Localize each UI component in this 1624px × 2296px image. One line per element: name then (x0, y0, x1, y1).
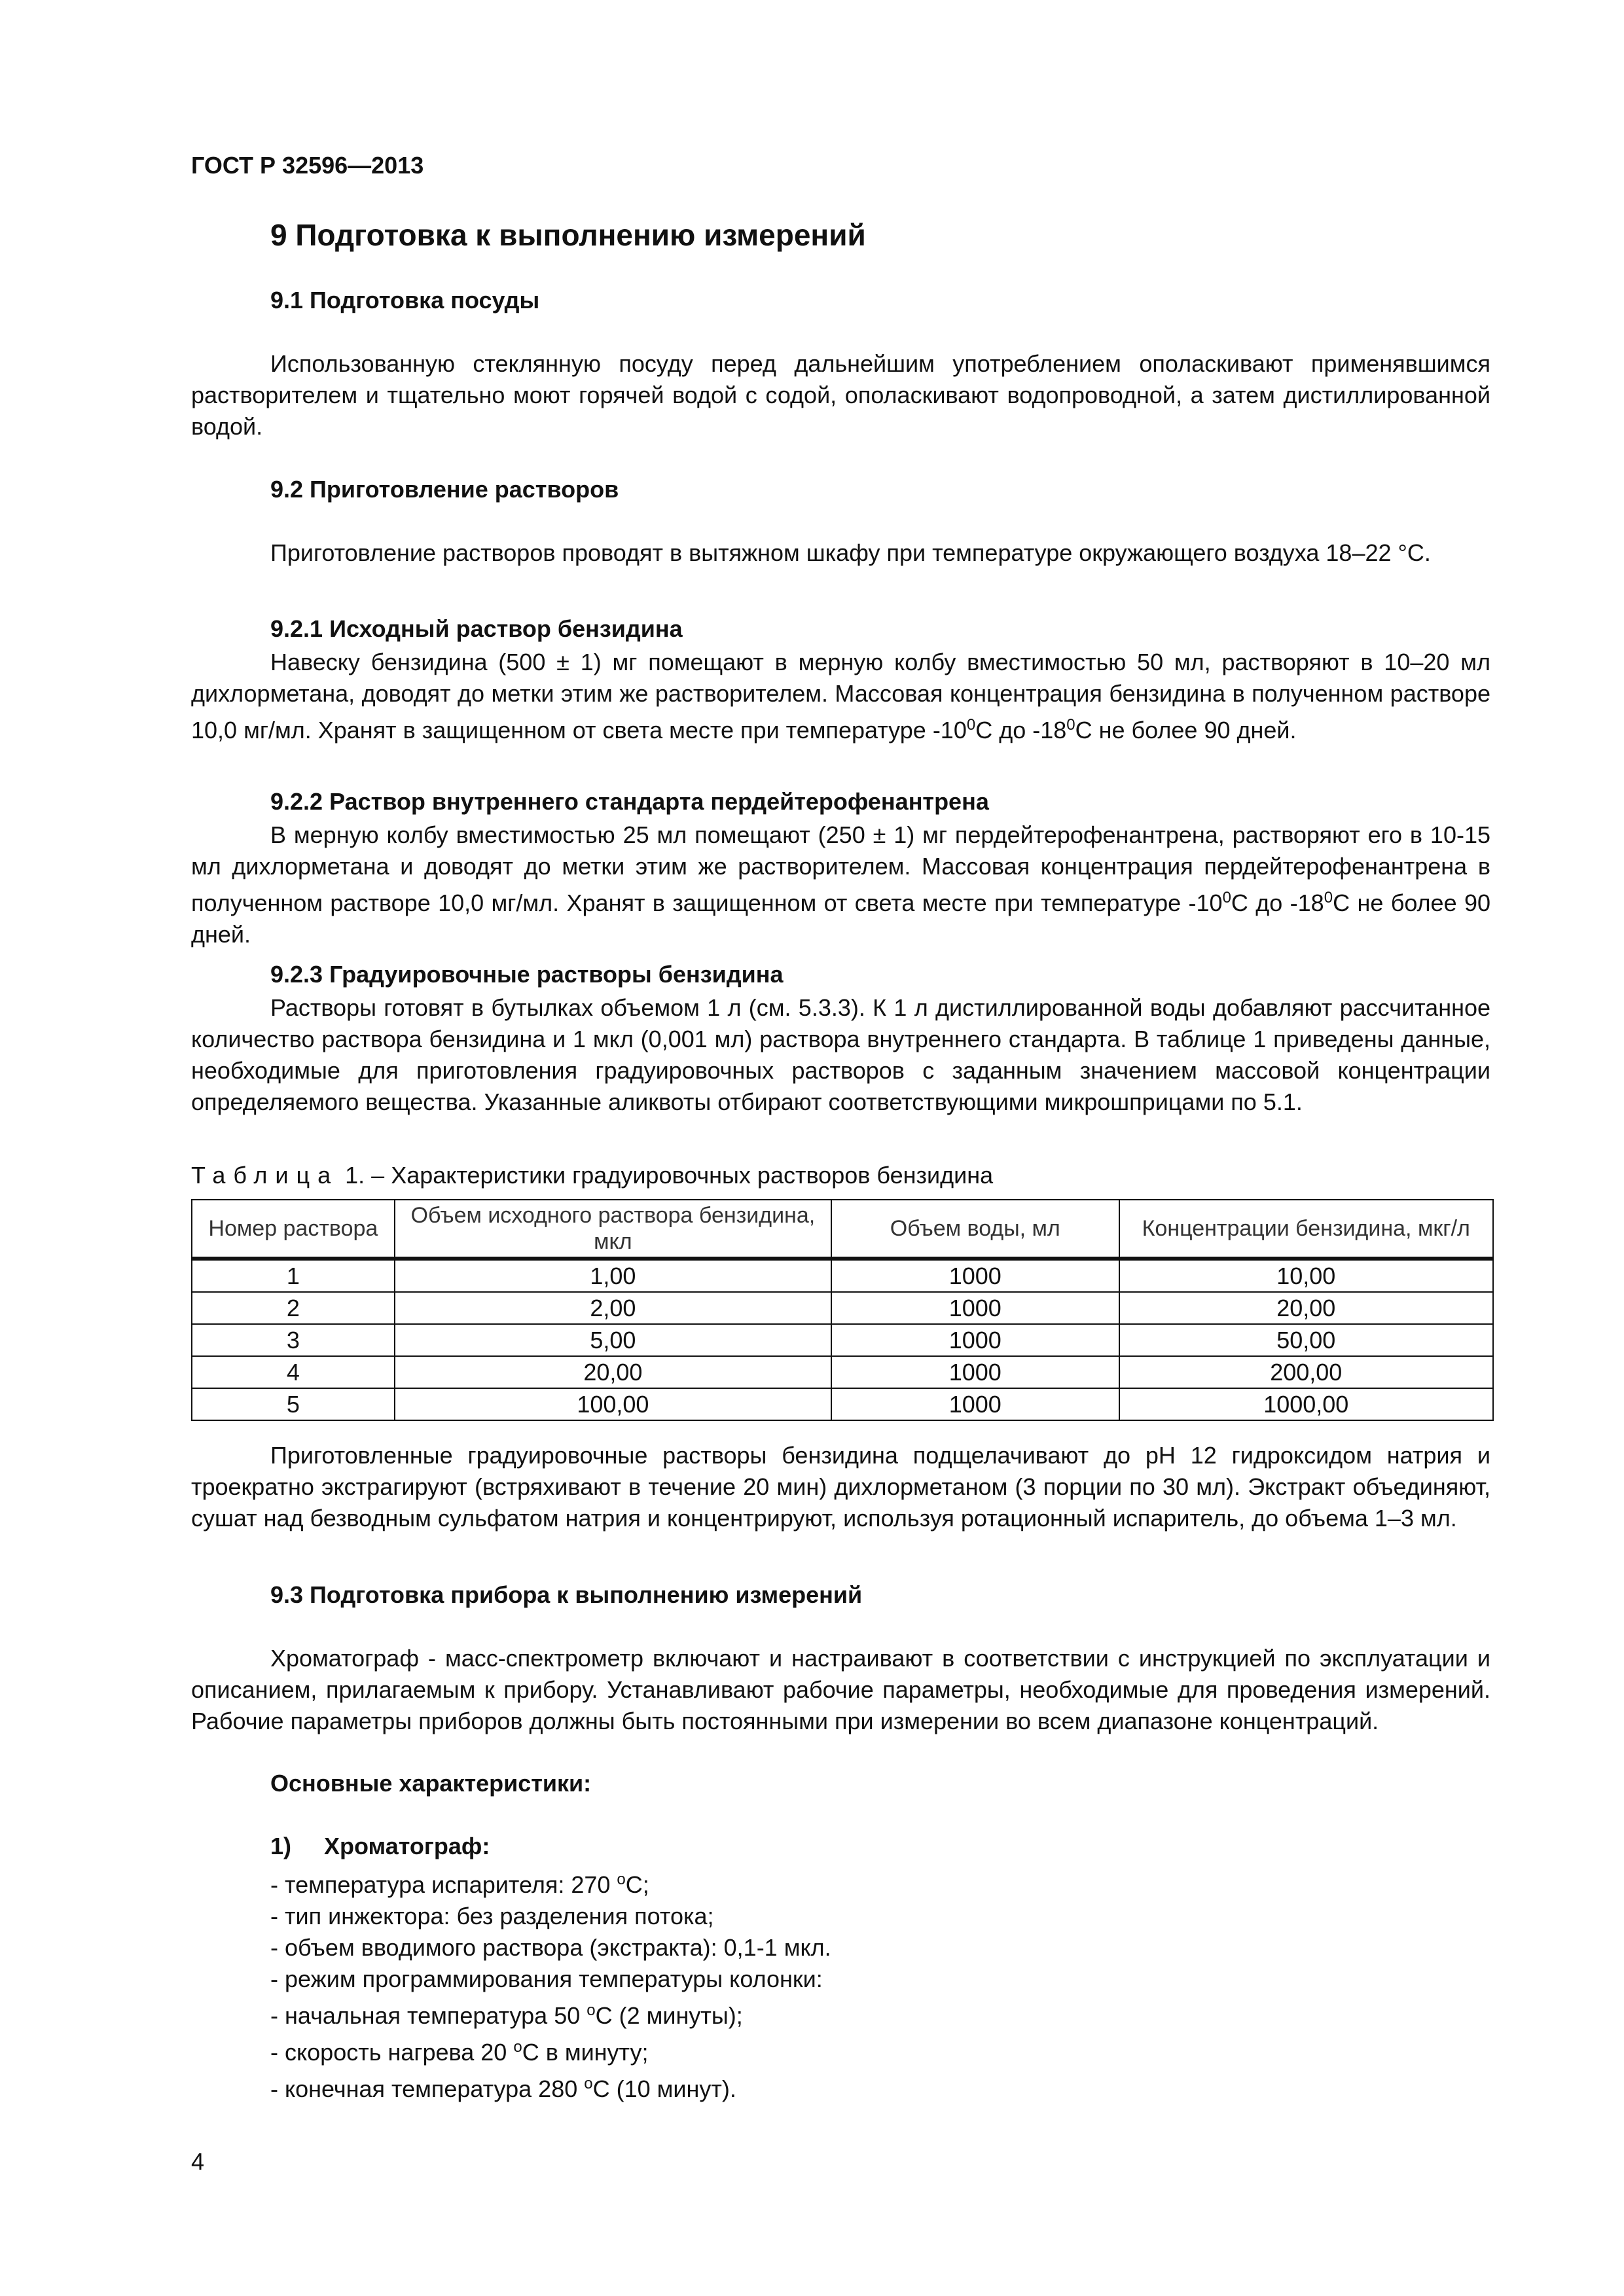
table-header-row (192, 1200, 1493, 1259)
list-item: - конечная температура 280 $^o$С (10 минут). (270, 2075, 736, 2102)
table-cell: 1000 (831, 1292, 1119, 1324)
table-cell: 5,00 (395, 1324, 831, 1356)
header-cell: Номер раствора (192, 1200, 395, 1259)
subsection-9-2-2-title: 9.2.2 Раствор внутреннего стандарта пердейтерофенантрена (270, 788, 989, 815)
section-title: 9 Подготовка к выполнению измерений (270, 218, 866, 252)
chromatograph-parameters-list (270, 1864, 831, 2105)
table-cell: 10,00 (1119, 1259, 1494, 1292)
main-characteristics-heading: Основные характеристики: (270, 1770, 592, 1797)
table-cell: 1000 (831, 1388, 1119, 1420)
table-cell: 5 (192, 1388, 395, 1420)
subsection-9-3-text: Хроматограф - масс-спектрометр включают и настраивают в соответствии с инструкцией по эксплуатации и описанием, прилагаемым к прибору. Устанавливают рабочие параметры, необходимые для проведения измерений. Рабочие параметры приборов должны быть постоянными при измерении во всем диапазоне концентраций. (191, 1645, 1490, 1734)
post-table-text: Приготовленные градуировочные растворы бензидина подщелачивают до рН 12 гидроксидом натрия и троекратно экстрагируют (встряхивают в течение 20 мин) дихлорметаном (3 порции по 30 мл). Экстракт объединяют, сушат над безводным сульфатом натрия и концентрируют, используя ротационный испаритель, до объема 1–3 мл. (191, 1442, 1490, 1532)
table-cell: 20,00 (395, 1356, 831, 1388)
table-cell: 1000 (831, 1324, 1119, 1356)
table-cell: 4 (192, 1356, 395, 1388)
table-cell: 1000 (831, 1259, 1119, 1292)
table-row (192, 1259, 1493, 1292)
table-row (192, 1324, 1493, 1356)
table-cell: 1000 (831, 1356, 1119, 1388)
subsection-9-2-3-title: 9.2.3 Градуировочные растворы бензидина (270, 961, 784, 988)
list-item: - начальная температура 50 $^o$С (2 минуты); (270, 2001, 743, 2029)
table-row (192, 1388, 1493, 1420)
table-row (192, 1292, 1493, 1324)
subsection-9-2-text: Приготовление растворов проводят в вытяжном шкафу при температуре окружающего воздуха 18–22 °С. (270, 539, 1431, 566)
calibration-table (191, 1199, 1494, 1421)
table-cell: 1 (192, 1259, 395, 1292)
header-cell: Объем воды, мл (831, 1200, 1119, 1259)
subsection-9-2-2-text: В мерную колбу вместимостью 25 мл помещают (250 ± 1) мг пердейтерофенантрена, растворяют его в 10-15 мл дихлорметана и доводят до метки этим же растворителем. Массовая концентрация пердейтерофенантрена в полученном растворе 10,0 мг/мл. Хранят в защищенном от света месте при температуре $-10^0С$ до $-18^0С$ не более 90 дней. (191, 821, 1491, 948)
list-item: - скорость нагрева 20 $^o$С в минуту; (270, 2038, 649, 2066)
table-caption: Таблица 1. – Характеристики градуировочных растворов бензидина (191, 1162, 994, 1189)
chromatograph-heading: 1) Хроматограф: (270, 1833, 490, 1859)
table-cell: 2 (192, 1292, 395, 1324)
table-cell: 100,00 (395, 1388, 831, 1420)
subsection-9-2-1-text: Навеску бензидина (500 ± 1) мг помещают в мерную колбу вместимостью 50 мл, растворяют в 10–20 мл дихлорметана, доводят до метки этим же растворителем. Массовая концентрация бензидина в полученном растворе 10,0 мг/мл. Хранят в защищенном от света месте при температуре $-10^0С$ до $-18^0С$ не более 90 дней. (191, 649, 1490, 744)
table-cell: 50,00 (1119, 1324, 1494, 1356)
table-row (192, 1356, 1493, 1388)
header-cell: Объем исходного раствора бензидина, мкл (395, 1200, 831, 1259)
list-item: - объем вводимого раствора (экстракта): 0,1-1 мкл. (270, 1934, 831, 1961)
table-cell: 200,00 (1119, 1356, 1494, 1388)
subsection-9-1-text: Использованную стеклянную посуду перед дальнейшим употреблением ополаскивают применявшимся растворителем и тщательно моют горячей водой с содой, ополаскивают водопроводной, а затем дистиллированной водой. (191, 350, 1490, 440)
subsection-9-3-title: 9.3 Подготовка прибора к выполнению измерений (270, 1581, 863, 1608)
list-item: - тип инжектора: без разделения потока; (270, 1903, 714, 1929)
table-cell: 1000,00 (1119, 1388, 1494, 1420)
subsection-9-2-1-title: 9.2.1 Исходный раствор бензидина (270, 615, 683, 642)
table-cell: 20,00 (1119, 1292, 1494, 1324)
table-cell: 3 (192, 1324, 395, 1356)
subsection-9-1-title: 9.1 Подготовка посуды (270, 287, 540, 314)
document-code: ГОСТ Р 32596—2013 (191, 152, 424, 179)
table-cell: 1,00 (395, 1259, 831, 1292)
page-number: 4 (191, 2148, 205, 2175)
subsection-9-2-title: 9.2 Приготовление растворов (270, 476, 619, 503)
header-cell: Концентрации бензидина, мкг/л (1119, 1200, 1494, 1259)
list-item: - температура испарителя: 270 $^o$С; (270, 1871, 649, 1898)
table-cell: 2,00 (395, 1292, 831, 1324)
list-item: - режим программирования температуры колонки: (270, 1965, 823, 1992)
subsection-9-2-3-text: Растворы готовят в бутылках объемом 1 л (см. 5.3.3). К 1 л дистиллированной воды добавляют рассчитанное количество раствора бензидина и 1 мкл (0,001 мл) раствора внутреннего стандарта. В таблице 1 приведены данные, необходимые для приготовления градуировочных растворов с заданным значением массовой концентрации определяемого вещества. Указанные аликвоты отбирают соответствующими микрошприцами по 5.1. (191, 994, 1490, 1115)
